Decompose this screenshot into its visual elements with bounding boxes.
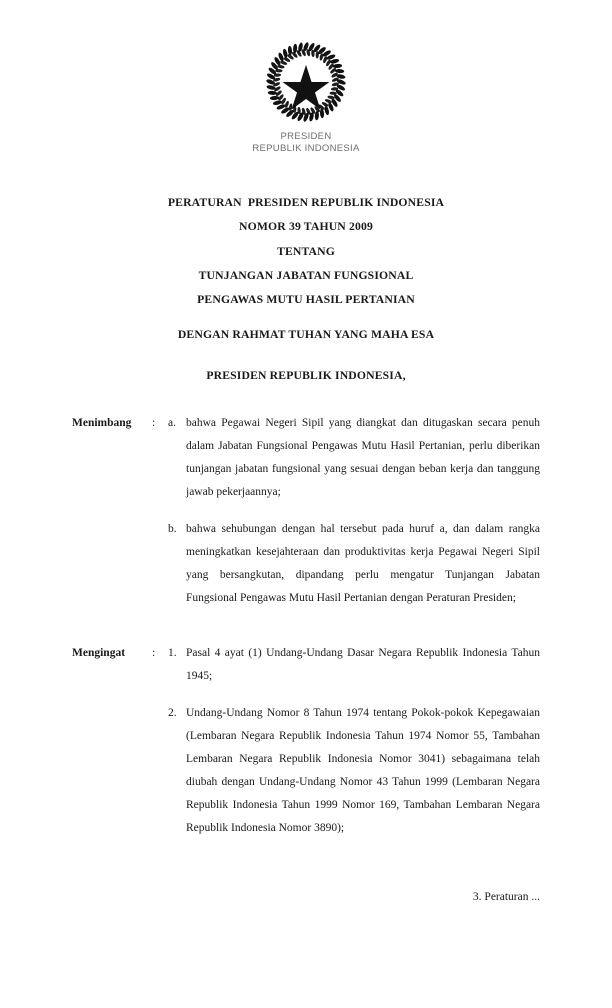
emblem-caption-line-1: PRESIDEN [280,131,332,142]
title-line-subject-1: TUNJANGAN JABATAN FUNGSIONAL [198,268,414,282]
indonesian-presidential-seal-star-wreath-icon [264,40,348,124]
emblem-caption-line-2: REPUBLIK INDONESIA [252,142,360,154]
clause-items-menimbang [168,412,540,610]
item-text: bahwa sehubungan dengan hal tersebut pada huruf a, dan dalam rangka meningkatkan kesejahteraan dan produktivitas kerja Pegawai Negeri Sipil yang bersangkutan, dipandang perlu mengatur Tunjangan Jabatan Fungsional Pengawas Mutu Hasil Pertanian dengan Peraturan Presiden; [186,523,540,604]
emblem-caption [0,131,612,154]
clause-section-mengingat [72,642,540,840]
clause-label-menimbang: Menimbang [72,417,132,429]
item-text: bahwa Pegawai Negeri Sipil yang diangkat dan ditugaskan secara penuh dalam Jabatan Fungsional Pengawas Mutu Hasil Pertanian, perlu diberikan tunjangan jabatan fungsional yang sesuai dengan beban kerja dan tanggung jawab pekerjaannya; [186,417,540,498]
heading-president-republic: PRESIDEN REPUBLIK INDONESIA, [206,369,406,382]
title-line-number: NOMOR 39 TAHUN 2009 [239,220,373,234]
clause-label-mengingat: Mengingat [72,647,126,659]
list-item [168,518,540,610]
presidential-emblem-block [0,40,612,154]
item-marker: 1. [168,647,177,659]
list-item [168,412,540,504]
clause-items-mengingat [168,642,540,840]
clause-colon-mengingat: : [152,647,156,659]
item-marker: 2. [168,707,177,719]
item-text: Pasal 4 ayat (1) Undang-Undang Dasar Negara Republik Indonesia Tahun 1945; [186,647,540,682]
document-title-block [72,191,540,312]
heading-divine-mercy: DENGAN RAHMAT TUHAN YANG MAHA ESA [177,328,435,341]
title-line-regulation: PERATURAN PRESIDEN REPUBLIK INDONESIA [167,196,445,209]
clause-section-menimbang [72,412,540,610]
list-item [168,702,540,840]
title-line-about: TENTANG [277,244,335,258]
item-marker: a. [168,417,176,429]
clause-colon-menimbang: : [152,417,156,429]
item-text: Undang-Undang Nomor 8 Tahun 1974 tentang Pokok-pokok Kepegawaian (Lembaran Negara Republik Indonesia Tahun 1974 Nomor 55, Tambahan Lembaran Negara Republik Indonesia Nomor 3041) sebagaimana telah diubah dengan Undang-Undang Nomor 43 Tahun 1999 (Lembaran Negara Republik Indonesia Tahun 1999 Nomor 169, Tambahan Lembaran Negara Republik Indonesia Nomor 3890); [186,707,540,834]
page-catchword: 3. Peraturan ... [472,891,540,903]
clause-row [72,642,540,840]
item-marker: b. [168,523,177,535]
clause-row [72,412,540,610]
list-item [168,642,540,688]
title-line-subject-2: PENGAWAS MUTU HASIL PERTANIAN [197,293,415,307]
